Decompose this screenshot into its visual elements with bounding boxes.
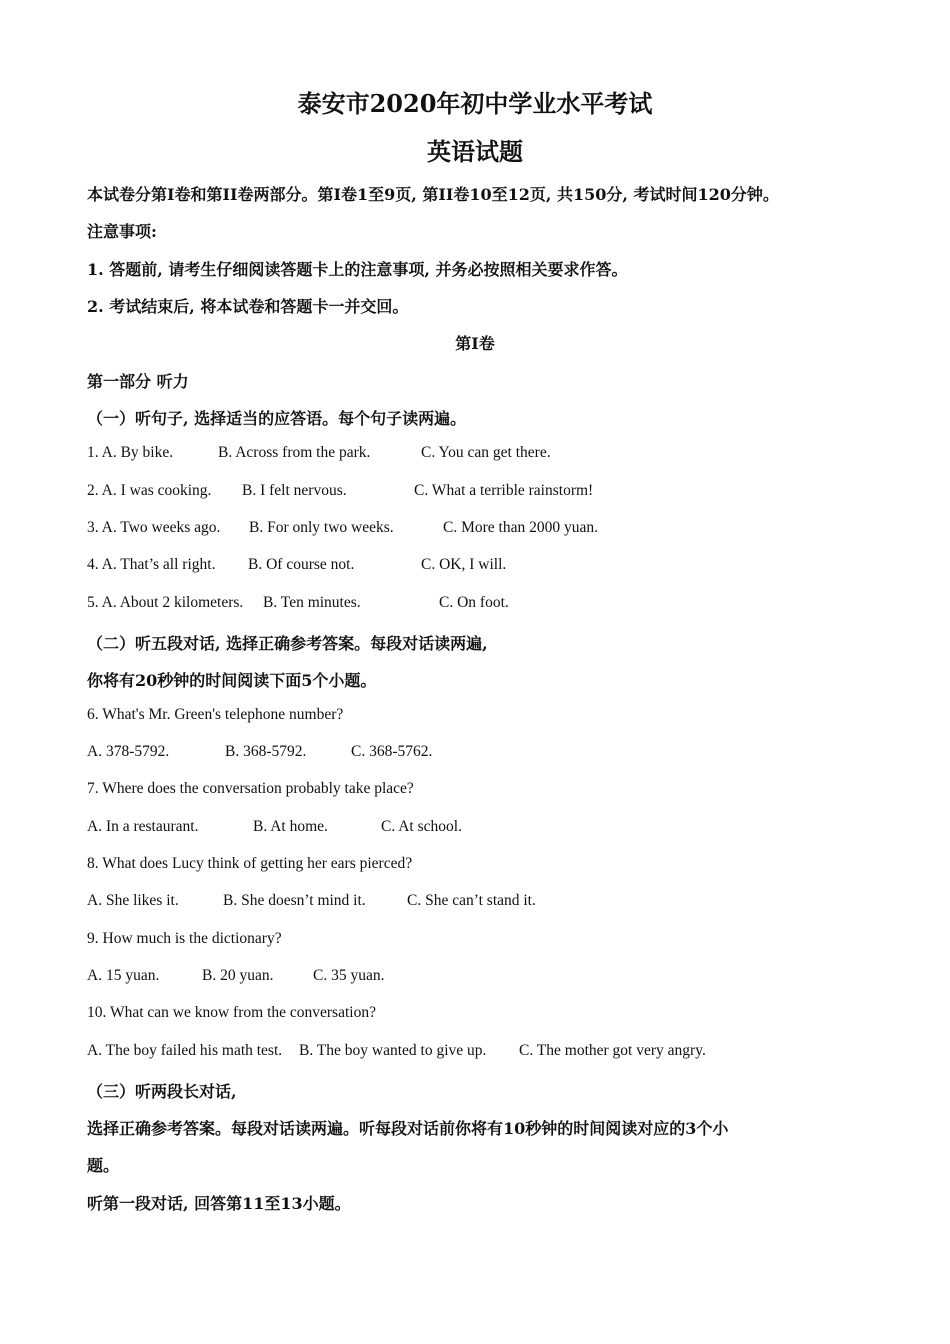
option-b: B. The boy wanted to give up. — [299, 1042, 487, 1059]
question-9-stem: 9. How much is the dictionary? — [87, 930, 282, 947]
option-c: C. You can get there. — [421, 444, 551, 461]
question-4 — [87, 556, 506, 574]
option-a: A. She likes it. — [87, 892, 179, 909]
option-c: C. On foot. — [439, 594, 509, 611]
option-a: 3. A. Two weeks ago. — [87, 519, 221, 536]
section1-title: （一）听句子, 选择适当的应答语。每个句子读两遍。 — [87, 409, 467, 428]
option-a: A. 15 yuan. — [87, 967, 160, 984]
question-7-stem: 7. Where does the conversation probably take place? — [87, 780, 414, 797]
option-b: B. Of course not. — [248, 556, 355, 573]
question-2 — [87, 482, 593, 500]
question-8-options — [87, 892, 536, 910]
option-a: 1. A. By bike. — [87, 444, 174, 461]
section2-subtitle: 你将有20秒钟的时间阅读下面5个小题。 — [87, 671, 377, 690]
question-8-stem: 8. What does Lucy think of getting her ears pierced? — [87, 855, 413, 872]
option-a: 5. A. About 2 kilometers. — [87, 594, 244, 611]
question-3 — [87, 519, 598, 537]
option-c: C. She can’t stand it. — [407, 892, 536, 909]
note-item-2: 2. 考试结束后, 将本试卷和答题卡一并交回。 — [87, 297, 409, 316]
option-c: C. OK, I will. — [421, 556, 507, 573]
option-b: B. 368-5792. — [225, 743, 307, 760]
option-c: C. What a terrible rainstorm! — [414, 482, 594, 499]
option-c: C. 368-5762. — [351, 743, 433, 760]
option-b: B. She doesn’t mind it. — [223, 892, 366, 909]
question-1 — [87, 444, 551, 462]
intro-text: 本试卷分第I卷和第II卷两部分。第I卷1至9页, 第II卷10至12页, 共150分, 考试时间120分钟。 — [87, 185, 779, 204]
section3-instructions-cont: 题。 — [87, 1156, 120, 1175]
option-b: B. For only two weeks. — [249, 519, 394, 536]
option-c: C. 35 yuan. — [313, 967, 385, 984]
option-c: C. The mother got very angry. — [519, 1042, 706, 1059]
question-6-stem: 6. What's Mr. Green's telephone number? — [87, 706, 344, 723]
option-a: 2. A. I was cooking. — [87, 482, 212, 499]
question-6-options — [87, 743, 432, 761]
question-7-options — [87, 818, 462, 836]
option-c: C. More than 2000 yuan. — [443, 519, 598, 536]
question-10-options — [87, 1042, 706, 1060]
subject-title: 英语试题 — [427, 137, 523, 166]
option-b: B. Across from the park. — [218, 444, 371, 461]
section2-title: （二）听五段对话, 选择正确参考答案。每段对话读两遍, — [87, 634, 488, 653]
exam-title: 泰安市2020年初中学业水平考试 — [297, 89, 653, 118]
option-b: B. At home. — [253, 818, 328, 835]
volume-heading: 第I卷 — [455, 334, 495, 353]
section3-instructions: 选择正确参考答案。每段对话读两遍。听每段对话前你将有10秒钟的时间阅读对应的3个小 — [87, 1119, 729, 1138]
option-b: B. Ten minutes. — [263, 594, 361, 611]
option-a: A. In a restaurant. — [87, 818, 199, 835]
dialogue1-instruction: 听第一段对话, 回答第11至13小题。 — [87, 1194, 351, 1213]
option-b: B. 20 yuan. — [202, 967, 274, 984]
option-c: C. At school. — [381, 818, 462, 835]
question-10-stem: 10. What can we know from the conversation? — [87, 1004, 376, 1021]
option-b: B. I felt nervous. — [242, 482, 347, 499]
notes-heading: 注意事项: — [87, 222, 157, 241]
note-item-1: 1. 答题前, 请考生仔细阅读答题卡上的注意事项, 并务必按照相关要求作答。 — [87, 260, 628, 279]
question-5 — [87, 594, 509, 612]
question-9-options — [87, 967, 384, 985]
option-a: A. 378-5792. — [87, 743, 170, 760]
option-a: 4. A. That’s all right. — [87, 556, 216, 573]
section3-title: （三）听两段长对话, — [87, 1082, 237, 1101]
option-a: A. The boy failed his math test. — [87, 1042, 283, 1059]
part1-title: 第一部分 听力 — [87, 372, 189, 391]
